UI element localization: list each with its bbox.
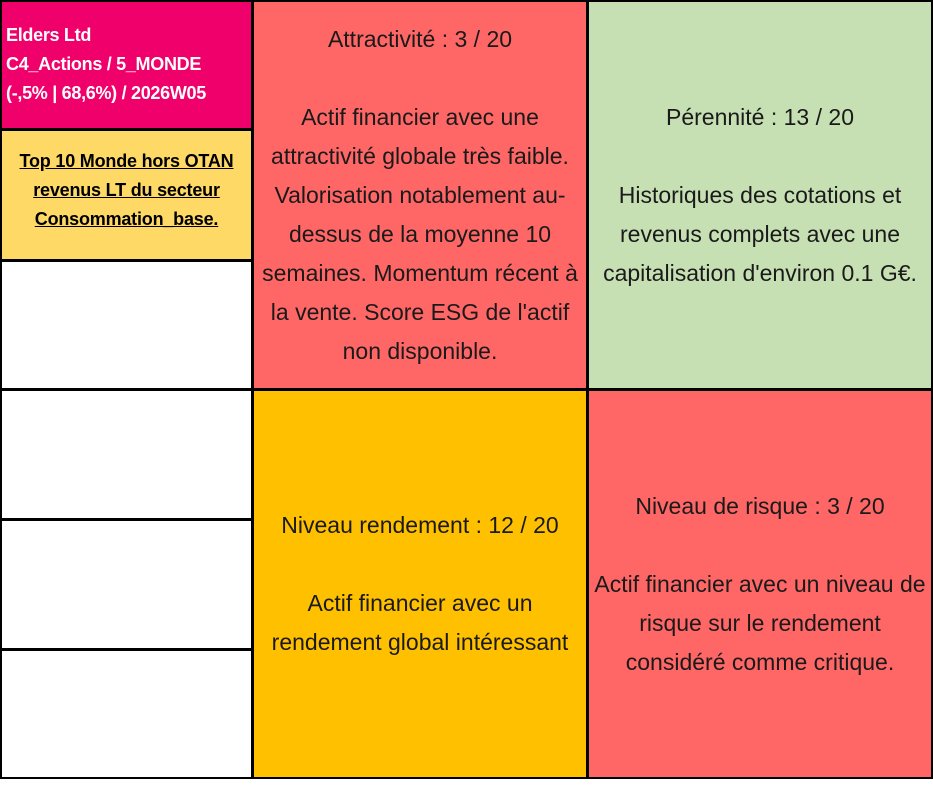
attractivite-text-2: attractivité globale très faible.	[271, 142, 569, 169]
attractivite-tile	[252, 0, 588, 390]
perennite-text-2: revenus complets avec une	[620, 220, 900, 247]
ranking-note	[0, 129, 253, 261]
asset-category: C4_Actions / 5_MONDE	[6, 54, 202, 74]
attractivite-text-7: non disponible.	[342, 337, 498, 364]
asset-stats: (-,5% | 68,6%) / 2026W05	[6, 83, 206, 103]
rendement-text-2: rendement global intéressant	[271, 629, 569, 655]
risque-text-1: Actif financier avec un niveau de	[594, 570, 926, 597]
empty-cell-3	[0, 519, 253, 650]
asset-header	[0, 0, 253, 130]
empty-cell-1	[0, 260, 253, 390]
perennite-title: Pérennité : 13 / 20	[666, 103, 854, 130]
perennite-text-3: capitalisation d'environ 0.1 G€.	[603, 259, 917, 286]
empty-cell-2	[0, 389, 253, 520]
rendement-tile	[252, 389, 588, 779]
asset-name: Elders Ltd	[6, 25, 92, 45]
risque-text-3: considéré comme critique.	[625, 648, 895, 675]
attractivite-text-5: semaines. Momentum récent à	[262, 259, 578, 286]
attractivite-text-1: Actif financier avec une	[301, 103, 539, 130]
attractivite-text-4: dessus de la moyenne 10	[288, 220, 552, 247]
empty-cell-4	[0, 649, 253, 779]
rendement-text-1: Actif financier avec un	[307, 590, 533, 616]
ranking-note-line1: Top 10 Monde hors OTAN	[19, 151, 234, 171]
risque-title: Niveau de risque : 3 / 20	[635, 492, 885, 519]
ranking-note-line3: Consommation_base.	[34, 209, 219, 229]
risque-tile	[587, 389, 933, 779]
rendement-title: Niveau rendement : 12 / 20	[281, 512, 559, 538]
risque-text-2: risque sur le rendement	[639, 609, 881, 636]
ranking-note-line2: revenus LT du secteur	[33, 180, 220, 200]
perennite-text-1: Historiques des cotations et	[618, 181, 902, 208]
perennite-tile	[587, 0, 933, 390]
attractivite-text-3: Valorisation notablement au-	[274, 181, 566, 208]
attractivite-text-6: la vente. Score ESG de l'actif	[270, 298, 570, 325]
attractivite-title: Attractivité : 3 / 20	[327, 25, 513, 52]
